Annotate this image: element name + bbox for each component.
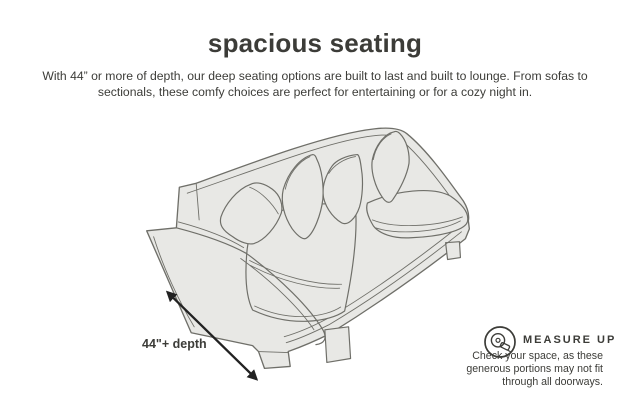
depth-dimension-label: 44"+ depth	[142, 337, 207, 351]
sofa-foot-right	[446, 242, 461, 260]
sofa-illustration	[140, 115, 480, 405]
sofa-line-drawing	[140, 115, 480, 405]
intro-text: With 44” or more of depth, our deep seating options are built to last and built to lounge. From sofas to sectionals, these comfy choices are perfect for entertaining or for a cozy night in.	[42, 69, 588, 99]
measure-up-note: Check your space, as these generous portions may not fit through all doorways.	[466, 350, 603, 388]
sofa-foot-center	[325, 327, 351, 363]
measure-up-title: MEASURE UP	[523, 334, 617, 346]
seat-cushion-right	[367, 191, 468, 238]
sofa-body	[147, 128, 470, 368]
page-title: spacious seating	[207, 28, 423, 58]
